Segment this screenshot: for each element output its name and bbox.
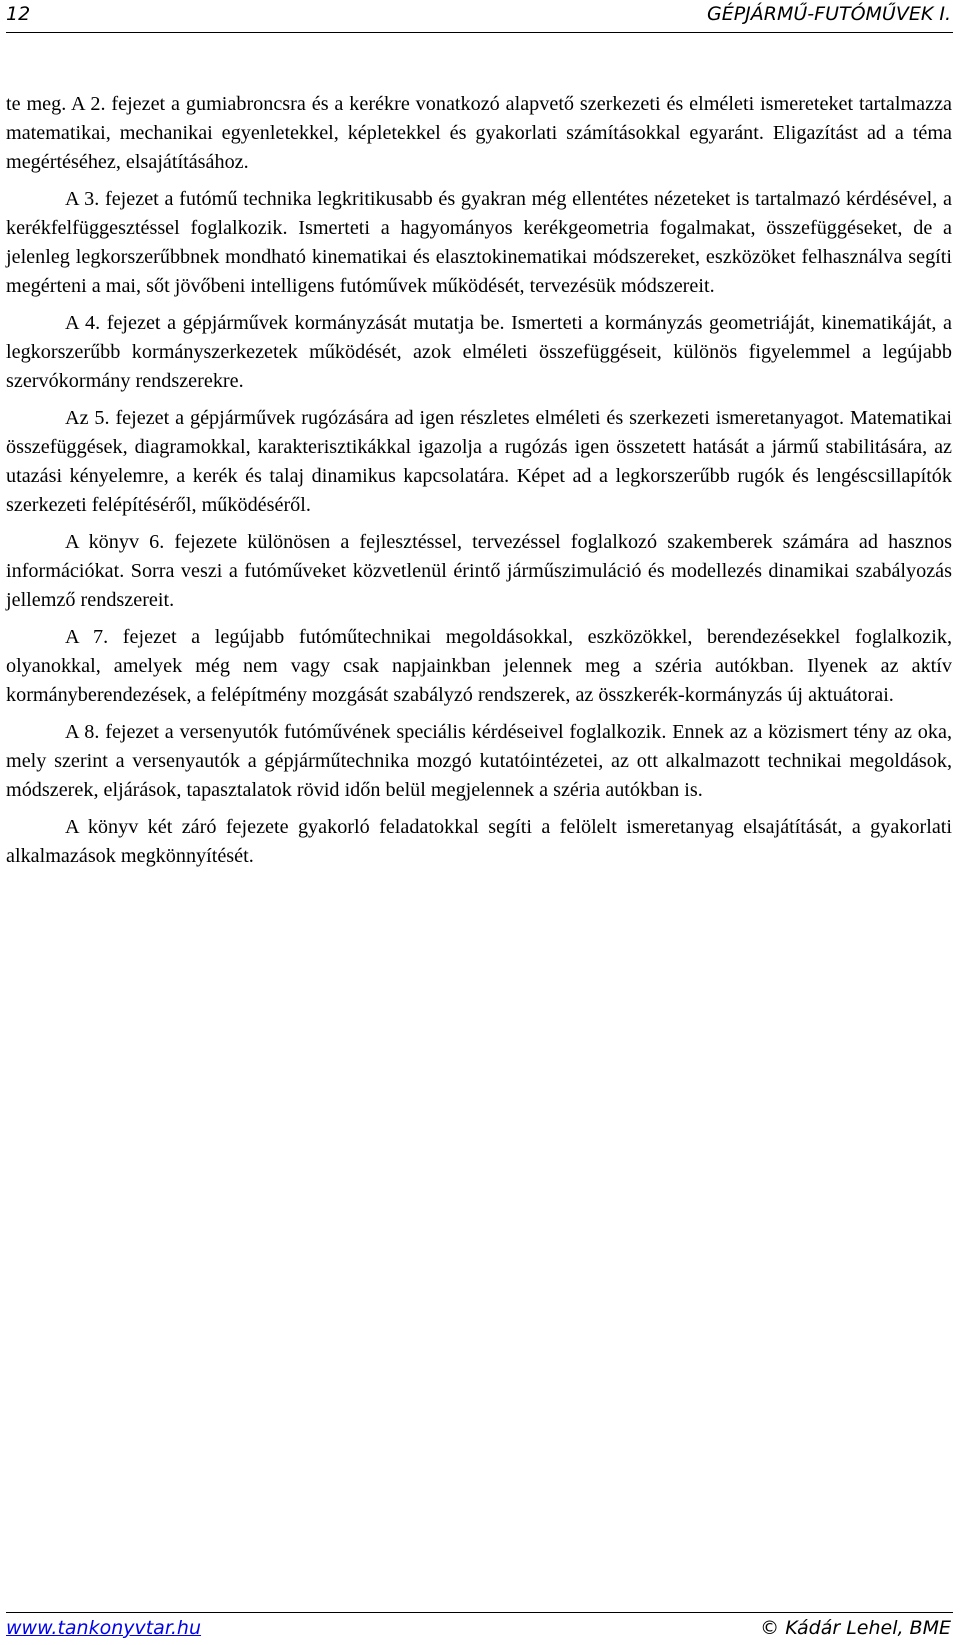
paragraph-chapter-4: A 4. fejezet a gépjárművek kormányzását mutatja be. Ismerteti a kormányzás geometriáját, kinematikáját, a legkorszerűbb kormányszerkezetek működését, azok elméleti összefüggéseit, különös figyelemmel a legújabb szervókormány rendszerekre. xyxy=(6,312,952,392)
paragraph-continuation: te meg. A 2. fejezet a gumiabroncsra és a kerékre vonatkozó alapvető szerkezeti és elméleti ismereteket tartalmazza matematikai, mechanikai egyenletekkel, képletekkel és gyakorlati számításokkal egyaránt. Eligazítást ad a téma megértéséhez, elsajátításához. xyxy=(6,93,952,173)
page-number: 12 xyxy=(6,3,31,25)
paragraph-chapter-6: A könyv 6. fejezete különösen a fejlesztéssel, tervezéssel foglalkozó szakemberek számára ad hasznos információkat. Sorra veszi a futóműveket közvetlenül érintő járműszimuláció és modellezés dinamikai szabályozás jellemző rendszereit. xyxy=(6,531,952,611)
paragraph-closing-chapters: A könyv két záró fejezete gyakorló feladatokkal segíti a felölelt ismeretanyag elsajátítását, a gyakorlati alkalmazások megkönnyítését. xyxy=(6,816,952,867)
copyright-notice: © Kádár Lehel, BME xyxy=(760,1617,951,1639)
paragraph-chapter-3: A 3. fejezet a futómű technika legkritikusabb és gyakran még ellentétes nézeteket is tartalmazó kérdésével, a kerékfelfüggesztéssel foglalkozik. Ismerteti a hagyományos kerékgeometria fogalmakat, összefüggéseket, de a jelenleg legkorszerűbbnek mondható kinematikai és elasztokinematikai módszereket, eszközöket felhasználva segíti megérteni a mai, sőt jövőbeni intelligens futóművek működését, tervezésük módszereit. xyxy=(6,188,952,297)
website-link[interactable]: www.tankonyvtar.hu xyxy=(6,1617,202,1639)
running-title: GÉPJÁRMŰ-FUTÓMŰVEK I. xyxy=(707,3,951,25)
paragraph-chapter-5: Az 5. fejezet a gépjárművek rugózására ad igen részletes elméleti és szerkezeti ismeretanyagot. Matematikai összefüggések, diagramokkal, karakterisztikákkal igazolja a rugózás igen összetett hatását a jármű stabilitására, az utazási kényelemre, a kerék és talaj dinamikus kapcsolatára. Képet ad a legkorszerűbb rugók és lengéscsillapítók szerkezeti felépítéséről, működéséről. xyxy=(6,407,952,516)
paragraph-chapter-8: A 8. fejezet a versenyutók futóművének speciális kérdéseivel foglalkozik. Ennek az a közismert tény az oka, mely szerint a versenyautók a gépjárműtechnika mozgó kutatóintézetei, az ott alkalmazott technikai megoldások, módszerek, eljárások, tapasztalatok rövid időn belül megjelennek a széria autókban is. xyxy=(6,721,952,801)
page-footer xyxy=(6,1612,953,1645)
body-text xyxy=(6,90,952,879)
paragraph-chapter-7: A 7. fejezet a legújabb futóműtechnikai megoldásokkal, eszközökkel, berendezésekkel foglalkozik, olyanokkal, amelyek még nem vagy csak napjainkban jelennek meg a széria autókban. Ilyenek az aktív kormányberendezések, a felépítmény mozgását szabályzó rendszerek, az összkerék-kormányzás új aktuátorai. xyxy=(6,626,952,706)
page-header xyxy=(6,0,953,33)
